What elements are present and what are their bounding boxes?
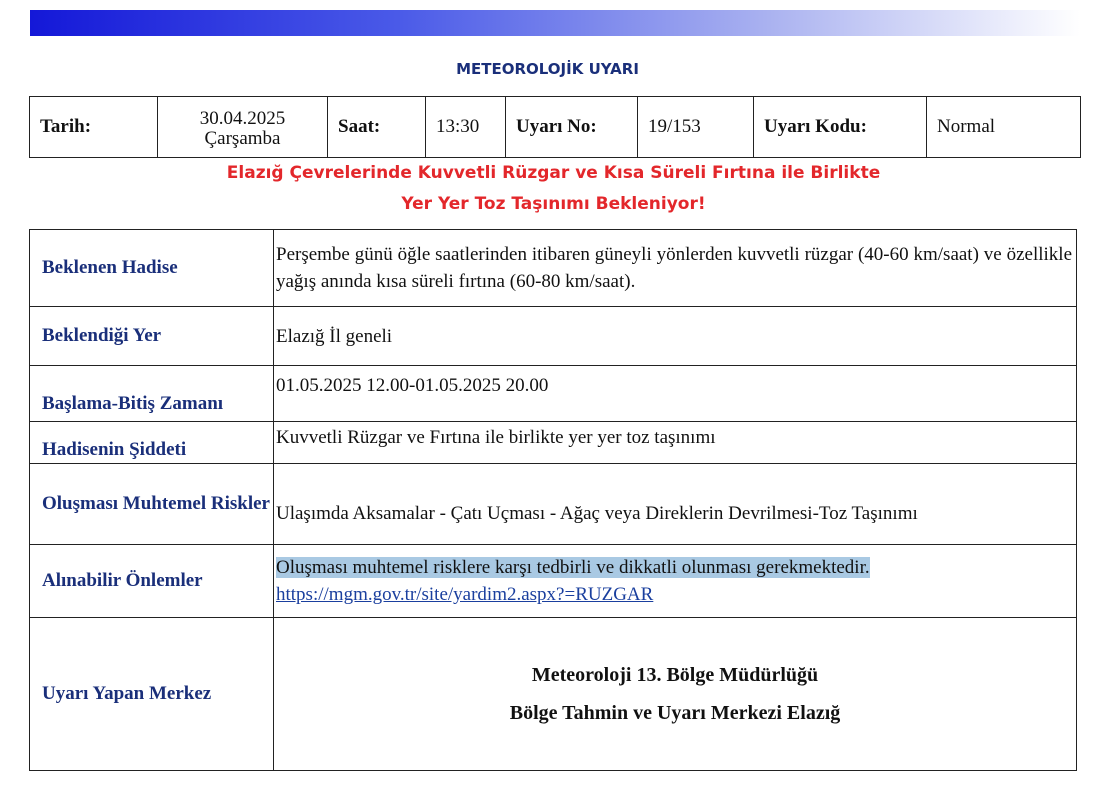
warning-code-label: Uyarı Kodu:: [754, 97, 927, 158]
warning-number-value: 19/153: [638, 97, 754, 158]
row-issuing-center: [30, 618, 1077, 771]
measures-help-link[interactable]: https://mgm.gov.tr/site/yardim2.aspx?=RUZGAR: [276, 584, 654, 605]
possible-risks-value: Ulaşımda Aksamalar - Çatı Uçması - Ağaç veya Direklerin Devrilmesi-Toz Taşınımı: [274, 464, 1077, 545]
row-start-end-time: [30, 366, 1077, 422]
date-text: 30.04.2025: [199, 108, 286, 129]
issuing-center-label: Uyarı Yapan Merkez: [30, 618, 274, 771]
expected-event-label: Beklenen Hadise: [30, 230, 274, 307]
row-expected-place: [30, 307, 1077, 366]
expected-place-label: Beklendiği Yer: [30, 307, 274, 366]
severity-label: Hadisenin Şiddeti: [30, 422, 274, 464]
expected-event-value: Perşembe günü öğle saatlerinden itibaren güneyli yönlerden kuvvetli rüzgar (40-60 km/saat) ve özellikle yağış anında kısa süreli fırtına (60-80 km/saat).: [274, 230, 1077, 307]
time-value: 13:30: [426, 97, 506, 158]
measures-text: Oluşması muhtemel risklere karşı tedbirli ve dikkatli olunması gerekmektedir.: [276, 557, 870, 578]
headline-line-2: Yer Yer Toz Taşınımı Bekleniyor!: [401, 194, 706, 214]
date-value: [158, 97, 328, 158]
warning-headline: [0, 158, 1095, 220]
row-measures: [30, 545, 1077, 618]
warning-code-value: Normal: [927, 97, 1081, 158]
measures-label: Alınabilir Önlemler: [30, 545, 274, 618]
row-severity: [30, 422, 1077, 464]
measures-value: [274, 545, 1077, 618]
row-possible-risks: [30, 464, 1077, 545]
start-end-time-value: 01.05.2025 12.00-01.05.2025 20.00: [274, 366, 1077, 422]
warning-info-table: [29, 96, 1081, 158]
start-end-time-label: Başlama-Bitiş Zamanı: [30, 366, 274, 422]
issuing-center-value: [274, 618, 1077, 771]
severity-value: Kuvvetli Rüzgar ve Fırtına ile birlikte yer yer toz taşınımı: [274, 422, 1077, 464]
headline-line-1: Elazığ Çevrelerinde Kuvvetli Rüzgar ve Kısa Süreli Fırtına ile Birlikte: [226, 163, 881, 183]
issuing-center-line-1: Meteoroloji 13. Bölge Müdürlüğü: [531, 664, 819, 686]
row-expected-event: [30, 230, 1077, 307]
document-title: METEOROLOJİK UYARI: [456, 60, 639, 78]
warning-details-table: [29, 229, 1077, 771]
possible-risks-label: Oluşması Muhtemel Riskler: [30, 464, 274, 545]
day-text: Çarşamba: [204, 128, 281, 149]
warning-number-label: Uyarı No:: [506, 97, 638, 158]
issuing-center-line-2: Bölge Tahmin ve Uyarı Merkezi Elazığ: [509, 702, 841, 724]
header-banner: [30, 10, 1080, 36]
expected-place-value: Elazığ İl geneli: [274, 307, 1077, 366]
time-label: Saat:: [328, 97, 426, 158]
date-label: Tarih:: [30, 97, 158, 158]
